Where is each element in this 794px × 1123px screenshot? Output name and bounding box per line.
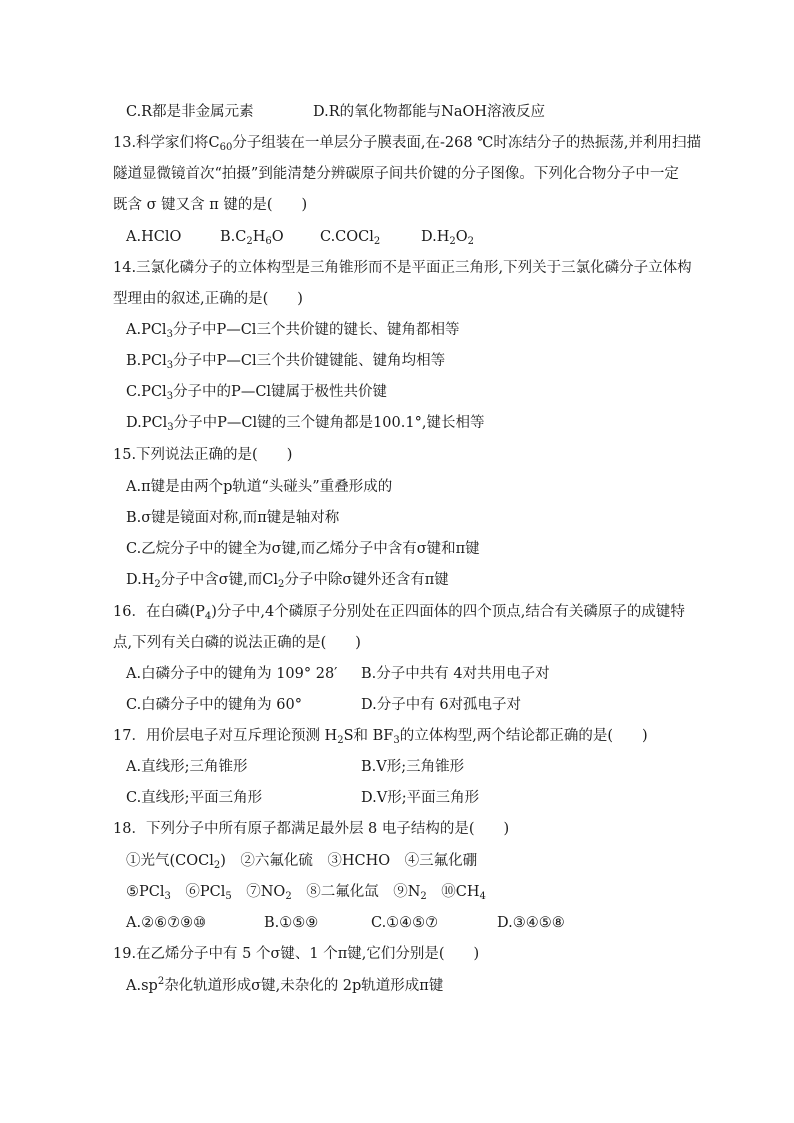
q13-stem-line1: 13.科学家们将$C_{60}$分子组装在一单层分子膜表面,在-268 ℃时冻结分子的热振荡,并利用扫描 (113, 135, 702, 153)
q18-option-d: D.③④⑤⑧ (497, 915, 565, 931)
q16-option-d: D.分子中有 6对孤电子对 (361, 697, 522, 713)
q16-option-a: A.白磷分子中的键角为 109° 28′ (126, 666, 338, 682)
q18-option-c: C.①④⑤⑦ (371, 915, 439, 931)
q17-option-c: C.直线形;平面三角形 (126, 790, 263, 806)
q18-items-line1: ①光气(COCl$_2$) ②六氟化硫 ③HCHO ④三氟化硼 (126, 853, 478, 871)
q18-items-line2: ⑤PCl$_3$ ⑥PCl$_5$ $⑦NO_2$ ⑧二氟化氙 $⑨N_2$ $⑩CH_4$ (126, 884, 486, 902)
q16-stem-line1: 16．在白磷$(P_4)$分子中,4个磷原子分别处在正四面体的四个顶点,结合有关磷原子的成键特 (113, 604, 685, 622)
q18-option-a: A.②⑥⑦⑨⑩ (126, 915, 207, 931)
q13-option-c: C.COCl$_2$ (320, 229, 381, 247)
q19-stem: 19.在乙烯分子中有 5 个σ键、1 个π键,它们分别是( ) (113, 946, 480, 962)
q15-option-c: C.乙烷分子中的键全为σ键,而乙烯分子中含有σ键和π键 (126, 541, 480, 557)
q16-option-b: B.分子中共有 4对共用电子对 (361, 666, 550, 682)
q15-stem: 15.下列说法正确的是( ) (113, 447, 293, 463)
q13-option-d: $D.H_2O_2$ (421, 229, 475, 247)
q18-option-b: B.①⑤⑨ (264, 915, 319, 931)
q14-option-d: D.PCl$_3$分子中P—Cl键的三个键角都是100.1°,键长相等 (126, 415, 485, 433)
q13-option-a: A.HClO (126, 229, 182, 245)
q17-option-d: D.V形;平面三角形 (361, 790, 480, 806)
q14-option-b: B.PCl$_3$分子中P—Cl三个共价键键能、键角均相等 (126, 353, 446, 371)
q14-option-c: C.PCl$_3$分子中的P—Cl键属于极性共价键 (126, 384, 388, 402)
q15-option-d: $D.H_2$分子中含σ键,而$Cl_2$分子中除σ键外还含有π键 (126, 572, 449, 590)
q17-stem: 17．用价层电子对互斥理论预测 $H_2S$和 $BF_3$的立体构型,两个结论都正确的是( ) (113, 728, 648, 746)
q13-stem-line2: 隧道显微镜首次“拍摄”到能清楚分辨碳原子间共价键的分子图像。下列化合物分子中一定 (113, 166, 679, 182)
q15-option-b: B.σ键是镜面对称,而π键是轴对称 (126, 510, 340, 526)
q16-option-c: C.白磷分子中的键角为 60° (126, 697, 302, 713)
q13-option-b: $B.C_2H_6O$ (220, 229, 284, 247)
q17-option-a: A.直线形;三角锥形 (126, 759, 248, 775)
q13-stem-line3: 既含 σ 键又含 π 键的是( ) (113, 197, 308, 213)
q12-option-c: C.R都是非金属元素 (126, 104, 254, 120)
q15-option-a: A.π键是由两个p轨道“头碰头”重叠形成的 (126, 479, 393, 495)
q16-stem-line2: 点,下列有关白磷的说法正确的是( ) (113, 635, 361, 651)
q14-stem-line2: 型理由的叙述,正确的是( ) (113, 291, 303, 307)
q17-option-b: B.V形;三角锥形 (361, 759, 465, 775)
q14-stem-line1: 14.三氯化磷分子的立体构型是三角锥形而不是平面正三角形,下列关于三氯化磷分子立体构 (113, 260, 692, 276)
q12-option-d: D.R的氧化物都能与NaOH溶液反应 (313, 104, 545, 120)
q18-stem: 18．下列分子中所有原子都满足最外层 8 电子结构的是( ) (113, 821, 510, 837)
q19-option-a: $A.sp^2$杂化轨道形成σ键,未杂化的 2p轨道形成π键 (126, 976, 444, 994)
q14-option-a: A.PCl$_3$分子中P—Cl三个共价键的键长、键角都相等 (126, 322, 460, 340)
